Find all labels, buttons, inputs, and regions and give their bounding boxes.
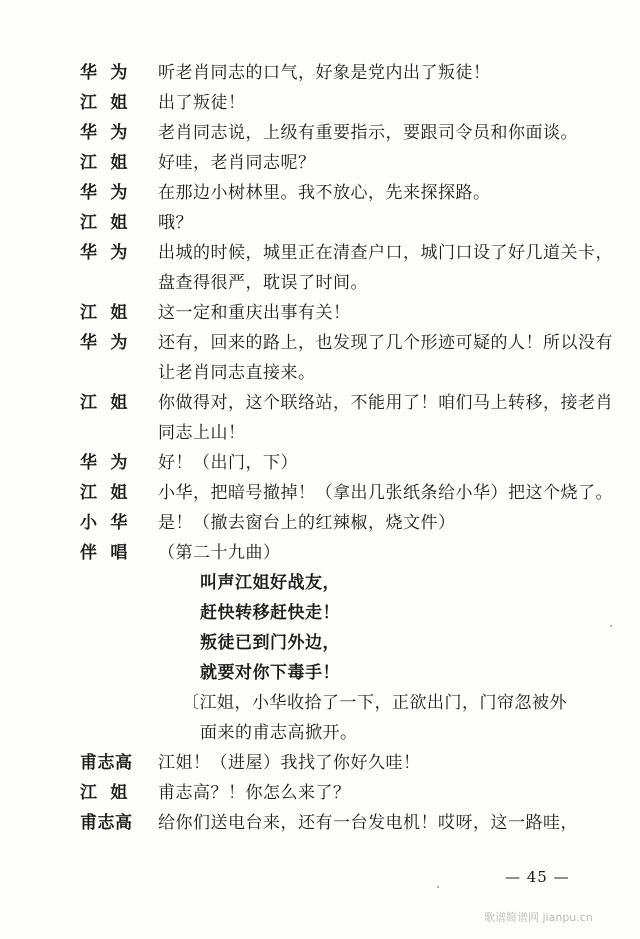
speech-text: 好！（出门，下） (158, 453, 298, 473)
speaker-name: 江 姐 (80, 483, 128, 503)
stage-direction-line: 〔江姐，小华收拾了一下，正欲出门，门帘忽被外 (182, 693, 567, 713)
speaker-name: 江 姐 (80, 153, 128, 173)
dialogue-line (80, 778, 620, 808)
speaker-name: 华 为 (80, 243, 128, 263)
dialogue-line (80, 208, 620, 238)
dialogue-line (80, 388, 620, 448)
song-line: 就要对你下毒手！ (200, 663, 340, 683)
song-line: 叛徒已到门外边， (200, 633, 340, 653)
site-watermark: 歌谱简谱网 jianpu.cn (484, 911, 593, 924)
page-number: — 45 — (505, 868, 570, 886)
speech-text: 出城的时候，城里正在清查户口，城门口设了好几道关卡，盘查得很严，耽误了时间。 (158, 243, 613, 293)
speech-text: 哦？ (158, 213, 193, 233)
dialogue-line (80, 448, 620, 478)
speech-text: 小华，把暗号撤掉！（拿出几张纸条给小华）把这个烧了。 (158, 483, 613, 503)
stage-direction (182, 688, 622, 748)
speech-text: 好哇，老肖同志呢？ (158, 153, 316, 173)
dialogue-line (80, 58, 620, 88)
speech-text: 江姐！（进屋）我找了你好久哇！ (158, 753, 421, 773)
speech-text: （第二十九曲） (158, 543, 281, 563)
stage-direction-line: 面来的甫志高掀开。 (200, 723, 358, 743)
dialogue-line (80, 508, 620, 538)
song-lyrics (200, 568, 620, 688)
speech-text: 听老肖同志的口气，好象是党内出了叛徒！ (158, 63, 491, 83)
speaker-name: 甫志高 (80, 813, 133, 833)
speaker-name: 江 姐 (80, 393, 128, 413)
speaker-name: 华 为 (80, 63, 128, 83)
speech-text: 在那边小树林里。我不放心，先来探探路。 (158, 183, 491, 203)
speaker-name: 华 为 (80, 453, 128, 473)
dialogue-line (80, 148, 620, 178)
speech-text: 出了叛徒！ (158, 93, 246, 113)
speaker-name: 江 姐 (80, 303, 128, 323)
dialogue-line (80, 118, 620, 148)
dialogue-line (80, 178, 620, 208)
speaker-name: 华 为 (80, 123, 128, 143)
scan-speck (437, 886, 439, 888)
speech-text: 这一定和重庆出事有关！ (158, 303, 351, 323)
dialogue-line (80, 328, 620, 388)
speech-text: 老肖同志说，上级有重要指示，要跟司令员和你面谈。 (158, 123, 578, 143)
script-body (80, 58, 620, 838)
dialogue-line (80, 538, 620, 568)
speaker-name: 江 姐 (80, 93, 128, 113)
speaker-name: 江 姐 (80, 213, 128, 233)
dialogue-line (80, 298, 620, 328)
speech-text: 是！（撤去窗台上的红辣椒，烧文件） (158, 513, 456, 533)
speech-text: 还有，回来的路上，也发现了几个形迹可疑的人！所以没有让老肖同志直接来。 (158, 333, 613, 383)
song-line: 赶快转移赶快走！ (200, 603, 340, 623)
speech-text: 给你们送电台来，还有一台发电机！哎呀，这一路哇， (158, 813, 578, 833)
speaker-name: 伴 唱 (80, 543, 128, 563)
speech-text: 你做得对，这个联络站，不能用了！咱们马上转移，接老肖同志上山！ (158, 393, 613, 443)
speech-text: 甫志高？！你怎么来了？ (158, 783, 351, 803)
dialogue-line (80, 808, 620, 838)
dialogue-line (80, 88, 620, 118)
speaker-name: 江 姐 (80, 783, 128, 803)
speaker-name: 甫志高 (80, 753, 133, 773)
speaker-name: 华 为 (80, 183, 128, 203)
dialogue-line (80, 478, 620, 508)
scan-speck (610, 625, 612, 627)
dialogue-line (80, 238, 620, 298)
song-line: 叫声江姐好战友， (200, 573, 340, 593)
speaker-name: 华 为 (80, 333, 128, 353)
dialogue-line (80, 748, 620, 778)
speaker-name: 小 华 (80, 513, 128, 533)
